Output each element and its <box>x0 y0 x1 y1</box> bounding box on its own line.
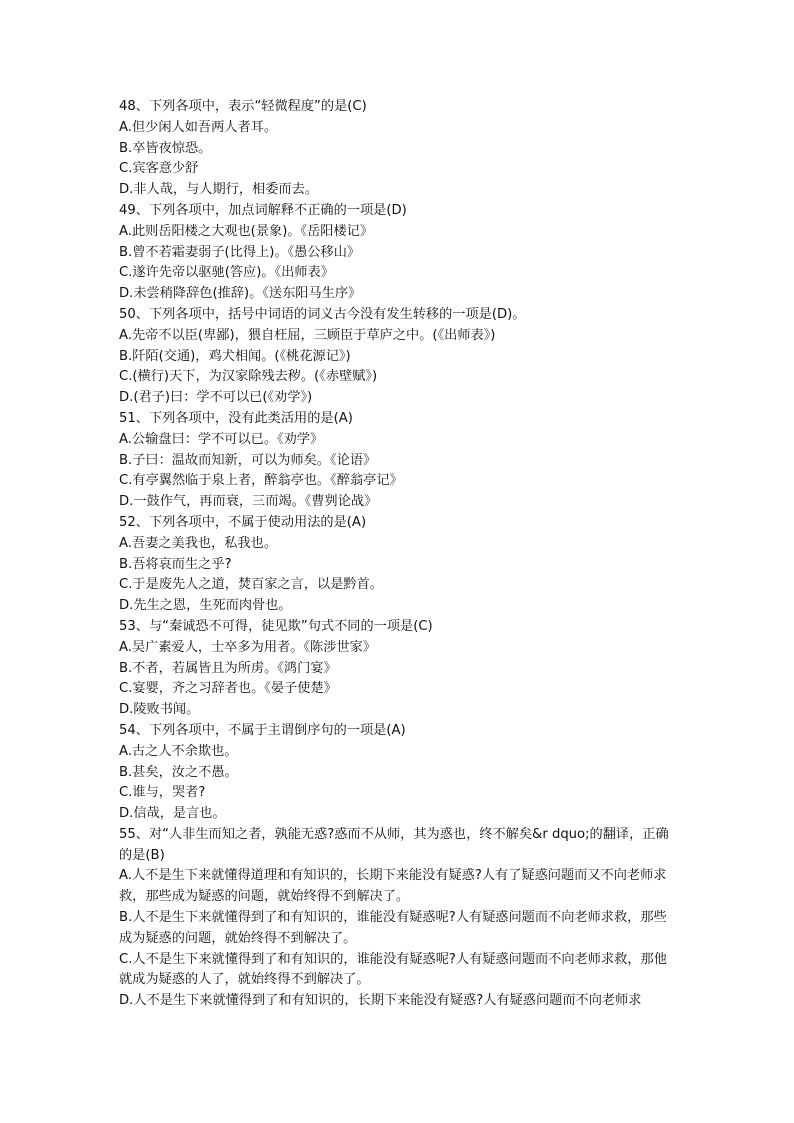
q49-stem: 49、下列各项中，加点词解释不正确的一项是(D) <box>119 202 407 218</box>
q54-option-a: A.古之人不余欺也。 <box>119 743 238 759</box>
q49-option-c: C.遂许先帝以驱驰(答应)。《出师表》 <box>119 265 334 281</box>
q52-option-c: C.于是废先人之道，焚百家之言，以是黔首。 <box>119 577 383 593</box>
q50-option-b: B.阡陌(交通)，鸡犬相闻。(《桃花源记》) <box>119 348 351 364</box>
q52-stem: 52、下列各项中，不属于使动用法的是(A) <box>119 514 367 530</box>
q51-option-a: A.公输盘曰：学不可以已。《劝学》 <box>119 431 324 447</box>
q53-option-d: D.陵败书闻。 <box>119 702 200 718</box>
q51-option-b: B.子曰：温故而知新，可以为师矣。《论语》 <box>119 452 377 468</box>
q53-option-c: C.宴婴，齐之习辞者也。《晏子使楚》 <box>119 681 337 697</box>
q48-option-b: B.卒皆夜惊恐。 <box>119 140 212 156</box>
q49-option-b: B.曾不若霜妻弱子(比得上)。《愚公移山》 <box>119 244 361 260</box>
q48-stem: 48、下列各项中，表示“轻微程度”的是(C) <box>119 99 367 114</box>
q48-option-c: C.宾客意少舒 <box>119 161 199 177</box>
q55-option-c: C.人不是生下来就懂得到了和有知识的，谁能没有疑惑呢?人有疑惑问题而不向老师求救，那他就成为疑惑的人了，就始终得不到解决了。 <box>119 951 667 988</box>
q53-stem: 53、与“秦诚恐不可得，徒见欺”句式不同的一项是(C) <box>119 618 433 634</box>
q54-stem: 54、下列各项中，不属于主谓倒序句的一项是(A) <box>119 722 406 738</box>
q51-stem: 51、下列各项中，没有此类活用的是(A) <box>119 410 353 426</box>
q48-option-d: D.非人哉，与人期行，相委而去。 <box>119 182 318 198</box>
q53-option-a: A.吴广素爱人，士卒多为用者。《陈涉世家》 <box>119 639 376 655</box>
q50-option-c: C.(横行)天下，为汉家除残去秽。(《赤壁赋》) <box>119 369 378 385</box>
q49-option-d: D.未尝稍降辞色(推辞)。《送东阳马生序》 <box>119 286 362 302</box>
q51-option-c: C.有亭翼然临于泉上者，醉翁亭也。《醉翁亭记》 <box>119 473 403 489</box>
q52-option-d: D.先生之恩，生死而肉骨也。 <box>119 598 292 614</box>
q51-option-d: D.一鼓作气，再而衰，三而竭。《曹刿论战》 <box>119 494 378 510</box>
q55-option-d: D.人不是生下来就懂得到了和有知识的，长期下来能没有疑惑?人有疑惑问题而不向老师求 <box>119 993 642 1009</box>
q50-option-d: D.(君子)曰：学不可以已(《劝学》) <box>119 390 313 406</box>
q52-option-b: B.吾将哀而生之乎? <box>119 556 232 572</box>
q55-option-a: A.人不是生下来就懂得道理和有知识的，长期下来能没有疑惑?人有了疑惑问题而又不向老师求救，那些成为疑惑的问题，就始终得不到解决了。 <box>119 868 667 905</box>
q55-option-b: B.人不是生下来就懂得到了和有知识的，谁能没有疑惑呢?人有疑惑问题而不向老师求救，那些成为疑惑的问题，就始终得不到解决了。 <box>119 910 667 946</box>
q55-stem: 55、对“人非生而知之者，孰能无惑?惑而不从师，其为惑也，终不解矣&r dquo;的翻译，正确的是(B) <box>119 826 669 863</box>
q52-option-a: A.吾妻之美我也，私我也。 <box>119 535 278 551</box>
q53-option-b: B.不者，若属皆且为所虏。《鸿门宴》 <box>119 660 337 676</box>
q48-option-a: A.但少闲人如吾两人者耳。 <box>119 119 278 135</box>
q50-option-a: A.先帝不以臣(卑鄙)，猥自枉屈，三顾臣于草庐之中。(《出师表》) <box>119 327 496 343</box>
q54-option-c: C.谁与，哭者? <box>119 785 206 801</box>
document-page <box>119 97 679 1012</box>
q49-option-a: A.此则岳阳楼之大观也(景象)。《岳阳楼记》 <box>119 223 374 239</box>
q54-option-d: D.信哉，是言也。 <box>119 806 226 822</box>
q50-stem: 50、下列各项中，括号中词语的词义古今没有发生转移的一项是(D)。 <box>119 306 526 322</box>
q54-option-b: B.甚矣，汝之不愚。 <box>119 764 238 780</box>
